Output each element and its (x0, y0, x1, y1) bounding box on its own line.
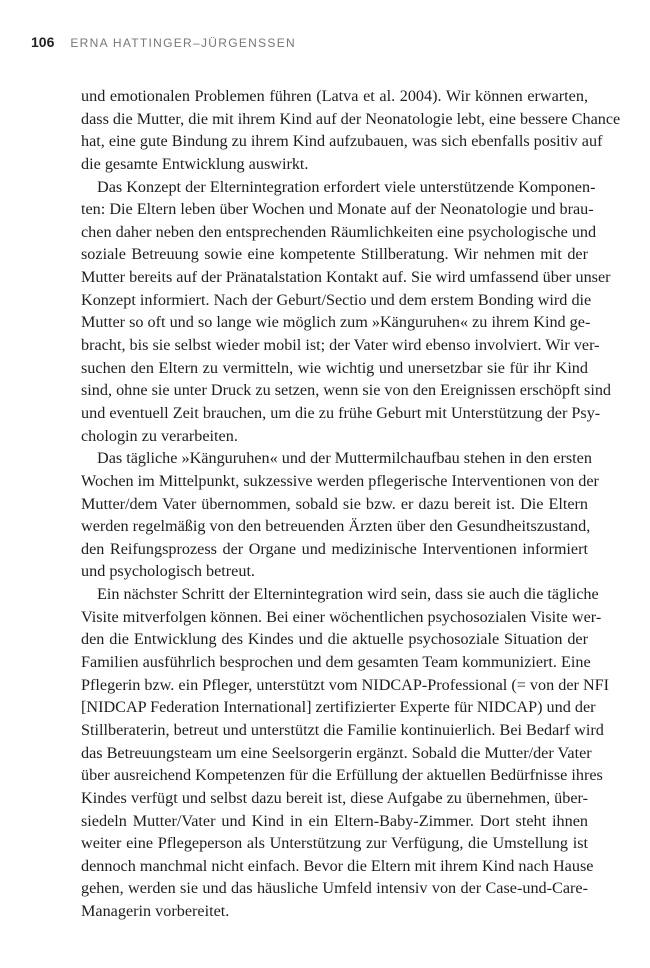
text-line: die gesamte Entwicklung auswirkt. (81, 154, 309, 173)
text-line: und emotionalen Problemen führen (Latva et al. 2004). Wir können erwarten, (81, 87, 588, 105)
page-header (31, 34, 296, 50)
text-line: über ausreichend Kompetenzen für die Erfüllung der aktuellen Bedürfnisse ihres (81, 766, 603, 785)
text-line: dass die Mutter, die mit ihrem Kind auf der Neonatologie lebt, eine bessere Chance (81, 109, 621, 128)
body-text (81, 85, 621, 923)
text-line: Konzept informiert. Nach der Geburt/Sectio und dem erstem Bonding wird die (81, 290, 592, 309)
text-line: chen daher neben den entsprechenden Räumlichkeiten eine psychologische und (81, 222, 597, 241)
text-line: den Reifungsprozess der Organe und medizinische Interventionen informiert (81, 539, 588, 558)
text-line: hat, eine gute Bindung zu ihrem Kind aufzubauen, was sich ebenfalls positiv auf (81, 132, 603, 151)
text-line: bracht, bis sie selbst wieder mobil ist; der Vater wird ebenso involviert. Wir ver- (81, 336, 600, 355)
text-line: und psychologisch betreut. (81, 562, 255, 581)
text-line: gehen, werden sie und das häusliche Umfeld intensiv von der Case-und-Care- (81, 879, 588, 898)
text-line: [NIDCAP Federation International] zertifizierter Experte für NIDCAP) und der (81, 698, 596, 717)
text-line: Mutter bereits auf der Pränatalstation Kontakt auf. Sie wird umfassend über unser (81, 268, 611, 287)
text-line: dennoch manchmal nicht einfach. Bevor die Eltern mit ihrem Kind nach Hause (81, 856, 594, 875)
page-number: 106 (31, 34, 55, 50)
text-line: ten: Die Eltern leben über Wochen und Monate auf der Neonatologie und brau- (81, 200, 594, 219)
text-line: werden regelmäßig von den betreuenden Ärzten über den Gesundheitszustand, (81, 517, 591, 536)
text-line: Visite mitverfolgen können. Bei einer wöchentlichen psychosozialen Visite wer- (81, 607, 602, 626)
text-line: Pflegerin bzw. ein Pfleger, unterstützt vom NIDCAP-Professional (= von der NFI (81, 675, 610, 694)
text-line: Mutter so oft und so lange wie möglich zum »Känguruhen« zu ihrem Kind ge- (81, 313, 591, 332)
text-line: Mutter/dem Vater übernommen, sobald sie bzw. er dazu bereit ist. Die Eltern (81, 494, 588, 513)
text-line: Wochen im Mittelpunkt, sukzessive werden pflegerische Interventionen von der (81, 471, 599, 490)
text-line: Stillberaterin, betreut und unterstützt die Familie kontinuierlich. Bei Bedarf wird (81, 720, 604, 739)
text-line: Managerin vorbereitet. (81, 902, 230, 921)
text-line: Das Konzept der Elternintegration erfordert viele unterstützende Komponen- (97, 177, 596, 196)
text-line: Kindes verfügt und selbst dazu bereit ist, diese Aufgabe zu übernehmen, über- (81, 788, 588, 807)
text-line: Ein nächster Schritt der Elternintegration wird sein, dass sie auch die tägliche (97, 585, 599, 604)
text-line: sind, ohne sie unter Druck zu setzen, wenn sie von den Ereignissen erschöpft sind (81, 381, 612, 400)
text-line: suchen den Eltern zu vermitteln, wie wichtig und unersetzbar sie für ihr Kind (81, 358, 588, 377)
text-line: den die Entwicklung des Kindes und die aktuelle psychosoziale Situation der (81, 630, 588, 649)
text-line: weiter eine Pflegeperson als Unterstützung zur Verfügung, die Umstellung ist (81, 834, 588, 853)
text-line: das Betreuungsteam um eine Seelsorgerin ergänzt. Sobald die Mutter/der Vater (81, 743, 592, 762)
running-head-author: ERNA HATTINGER–JÜRGENSSEN (70, 36, 297, 50)
text-line: Familien ausführlich besprochen und dem gesamten Team kommuniziert. Eine (81, 653, 591, 672)
text-line: und eventuell Zeit brauchen, um die zu frühe Geburt mit Unterstützung der Psy- (81, 403, 601, 422)
text-line: siedeln Mutter/Vater und Kind in ein Eltern-Baby-Zimmer. Dort steht ihnen (81, 811, 588, 830)
text-line: chologin zu verarbeiten. (81, 426, 238, 445)
text-line: soziale Betreuung sowie eine kompetente Stillberatung. Wir nehmen mit der (81, 245, 588, 264)
text-line: Das tägliche »Känguruhen« und der Muttermilchaufbau stehen in den ersten (97, 449, 592, 468)
